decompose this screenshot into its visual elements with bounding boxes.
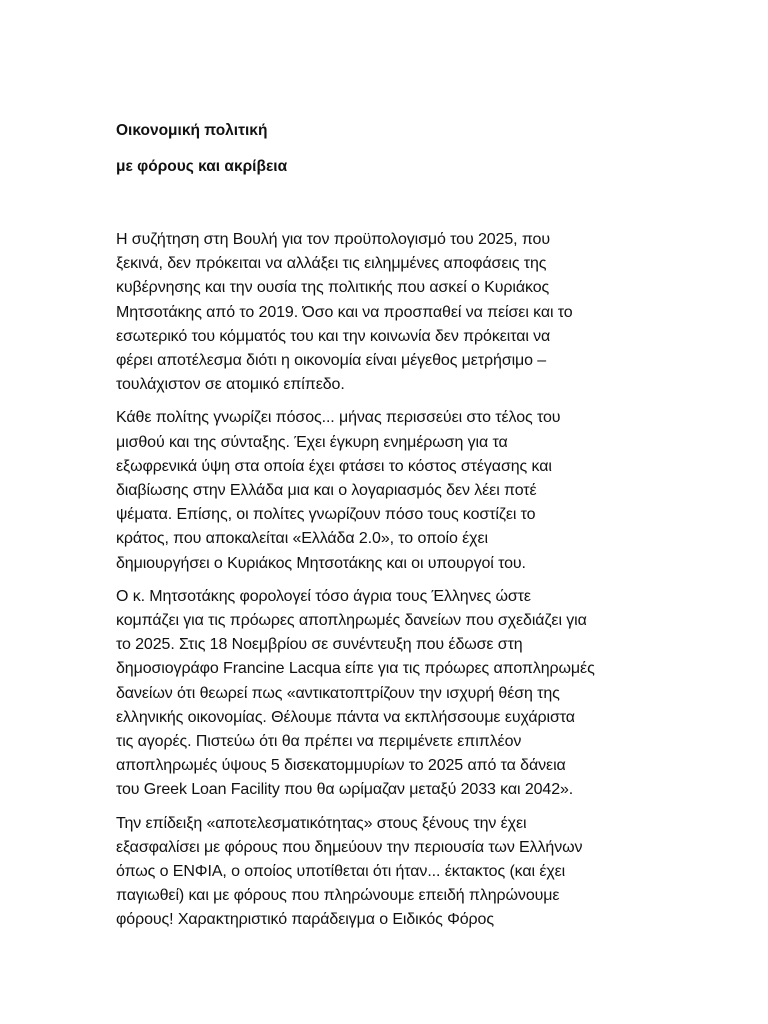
text-line: δανείων ότι θεωρεί πως «αντικατοπτρίζουν την ισχυρή θέση της: [116, 684, 560, 702]
text-line: κράτος, που αποκαλείται «Ελλάδα 2.0», το οποίο έχει: [116, 530, 488, 548]
text-line: δημοσιογράφο Francine Lacqua είπε για τις πρόωρες αποπληρωμές: [116, 660, 595, 678]
text-line: Την επίδειξη «αποτελεσματικότητας» στους ξένους την έχει: [116, 814, 527, 832]
paragraph: [116, 406, 648, 575]
text-line: διαβίωσης στην Ελλάδα μια και ο λογαριασμός δεν λέει ποτέ: [116, 482, 537, 500]
paragraph: [116, 812, 648, 933]
text-line: του Greek Loan Facility που θα ωρίμαζαν μεταξύ 2033 και 2042».: [116, 781, 574, 799]
text-line: τουλάχιστον σε ατομικό επίπεδο.: [116, 376, 345, 394]
document-content: [116, 120, 648, 942]
text-line: Κάθε πολίτης γνωρίζει πόσος... μήνας περισσεύει στο τέλος του: [116, 409, 561, 427]
text-line: τις αγορές. Πιστεύω ότι θα πρέπει να περιμένετε επιπλέον: [116, 733, 522, 751]
text-line: το 2025. Στις 18 Νοεμβρίου σε συνέντευξη που έδωσε στη: [116, 636, 523, 654]
text-line: παγιωθεί) και με φόρους που πληρώνουμε επειδή πληρώνουμε: [116, 887, 560, 905]
text-line: μισθού και της σύνταξης. Έχει έγκυρη ενημέρωση για τα: [116, 433, 508, 451]
text-line: ξεκινά, δεν πρόκειται να αλλάξει τις ειλημμένες αποφάσεις της: [116, 255, 547, 273]
paragraph: [116, 228, 648, 397]
article-title: Οικονομική πολιτική: [116, 122, 268, 139]
text-line: εξωφρενικά ύψη στα οποία έχει φτάσει το κόστος στέγασης και: [116, 457, 552, 475]
text-line: ελληνικής οικονομίας. Θέλουμε πάντα να εκπλήσσουμε ευχάριστα: [116, 708, 575, 726]
article-body: [116, 228, 648, 933]
text-line: φέρει αποτέλεσμα διότι η οικονομία είναι μέγεθος μετρήσιμο –: [116, 352, 547, 370]
text-line: Η συζήτηση στη Βουλή για τον προϋπολογισμό του 2025, που: [116, 231, 550, 248]
text-line: δημιουργήσει ο Κυριάκος Μητσοτάκης και οι υπουργοί του.: [116, 554, 526, 572]
text-line: όπως ο ΕΝΦΙΑ, ο οποίος υποτίθεται ότι ήταν... έκτακτος (και έχει: [116, 863, 566, 881]
paragraph: [116, 585, 648, 803]
text-line: αποπληρωμές ύψους 5 δισεκατομμυρίων το 2025 από τα δάνεια: [116, 757, 566, 775]
text-line: Ο κ. Μητσοτάκης φορολογεί τόσο άγρια τους Έλληνες ώστε: [116, 587, 531, 605]
text-line: εσωτερικό του κόμματός του και την κοινωνία δεν πρόκειται να: [116, 327, 551, 345]
text-line: εξασφαλίσει με φόρους που δημεύουν την περιουσία των Ελλήνων: [116, 838, 583, 856]
article-subtitle: με φόρους και ακρίβεια: [116, 158, 288, 175]
text-line: κυβέρνησης και την ουσία της πολιτικής που ασκεί ο Κυριάκος: [116, 279, 550, 297]
text-line: κομπάζει για τις πρόωρες αποπληρωμές δανείων που σχεδιάζει για: [116, 612, 587, 630]
text-line: φόρους! Χαρακτηριστικό παράδειγμα ο Ειδικός Φόρος: [116, 911, 494, 929]
text-line: Μητσοτάκης από το 2019. Όσο και να προσπαθεί να πείσει και το: [116, 303, 573, 321]
text-line: ψέματα. Επίσης, οι πολίτες γνωρίζουν πόσο τους κοστίζει το: [116, 506, 536, 524]
